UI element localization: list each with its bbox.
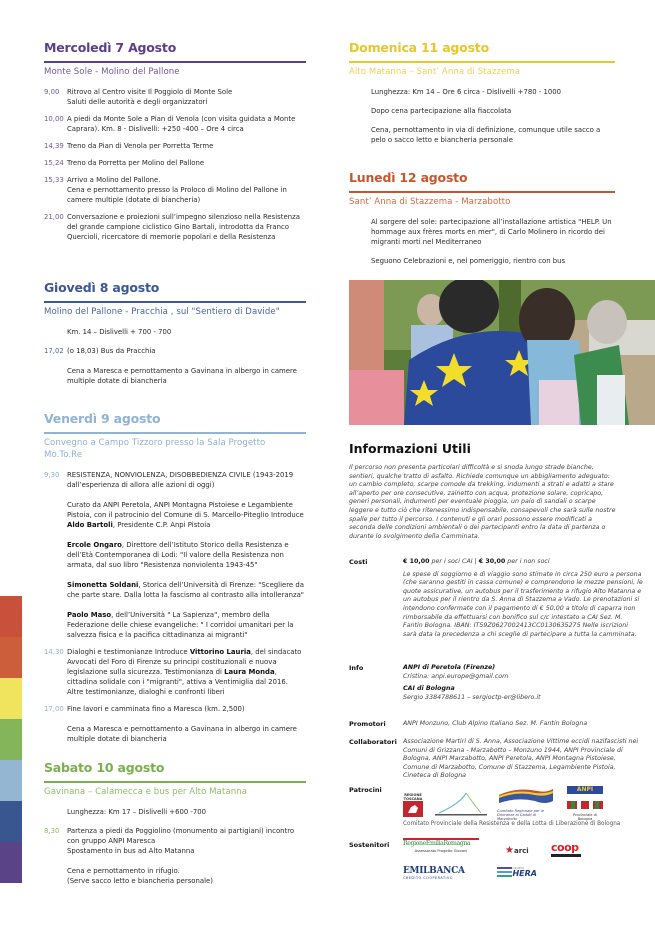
day-divider (44, 301, 306, 303)
entry-text: (o 18,03) Bus da Pracchia (67, 346, 156, 355)
contact-detail[interactable]: Cristina: anpi.europe@gmail.com (403, 672, 509, 680)
event-photo (349, 280, 655, 425)
day-divider (44, 432, 306, 434)
rainbow-band-yellow (0, 678, 22, 719)
entry-time: 21,00 (44, 212, 64, 221)
entry-text: Partenza a piedi da Poggiolino (monumento ai partigiani) incontro con gruppo ANPI Maresca (67, 826, 295, 845)
day-divider (44, 781, 306, 783)
speaker-name: Vittorino Lauria (189, 647, 251, 656)
entry-text: Spostamento in bus ad Alto Matanna (67, 846, 195, 855)
info-row-costi (349, 558, 649, 639)
entry-text: Arrivo a Molino del Pallone. (67, 175, 161, 184)
entry-text: Cena e pernottamento presso la Proloco di Molino del Pallone in camere multiple (dotate di biancheria) (67, 185, 287, 204)
speaker-name: Aldo Bartoli (67, 520, 113, 529)
schedule-entry (44, 346, 306, 356)
entry-paragraph: Curato da ANPI Peretola, ANPI Montagna Pistoiese e Legambiente Pistoia, con il patrocinio del Comune di S. Marcello-Piteglio Introduce Aldo Bartoli, Presidente C.P. Anpi Pistoia (67, 500, 304, 529)
patrocini-logos (403, 785, 603, 821)
day-section-lunedi (349, 170, 615, 266)
entry-text: A piedi da Monte Sole a Pian di Venola (con visita guidata a Monte Caprara). Km. 8 - Dislivelli: +250 -400 – Ore 4 circa (67, 114, 296, 133)
info-label: Collaboratori (349, 738, 397, 746)
collaboratori-text: Associazione Martiri di S. Anna, Associazione Vittime eccidi nazifascisti nei Comuni di Grizzana - Marzabotto – Monzuno 1944, ANPI Provinciale di Bologna, ANPI Marzabotto, ANPI Peretola, ANPI Montagna Pistoiese, Comune di Marzabotto, Comune di Stazzema, Legambiente Pistoia, Cineteca di Bologna (403, 738, 639, 780)
day-route: Convegno a Campo Tizzoro presso la Sala Progetto Mo.To.Re (44, 437, 266, 460)
day-note: Seguono Celebrazioni e, nel pomeriggio, rientro con bus (371, 256, 566, 265)
pegasus-icon (403, 801, 423, 817)
price-soci-label: per i soci CAI | (429, 558, 479, 565)
arco-logo (431, 791, 491, 821)
entry-text: Cena a Maresca e pernottamento a Gavinana in albergo in camere multiple dotate di biancheria (67, 366, 297, 385)
rainbow-band-lightblue (0, 760, 22, 801)
schedule-entry (44, 647, 306, 697)
entry-time: 9,00 (44, 87, 60, 96)
entry-paragraph: Paolo Maso, dell’Università " La Sapienza", membro della Federazione delle chiese evangeliche: " I corridoi umanitari per la salvezza fisica e la pacifica cittadinanza ai migranti" (67, 610, 294, 639)
entry-text (67, 724, 306, 744)
price-non-soci: € 30,00 (478, 558, 506, 565)
info-label: Sostenitori (349, 841, 390, 849)
schedule-entry (44, 141, 306, 151)
entry-text: Lunghezza: Km 17 – Dislivelli +600 -700 (67, 807, 207, 816)
anpi-logo: ANPI Provinciale di Bologna (567, 786, 603, 821)
entry-text: Treno da Pian di Venola per Porretta Terme (67, 141, 214, 150)
entry-text: Treno da Porretta per Molino del Pallone (67, 158, 205, 167)
day-divider (349, 61, 615, 63)
entry-time: 17,00 (44, 704, 64, 713)
entry-text (67, 704, 306, 714)
speaker-name: Laura Monda (224, 667, 275, 676)
entry-text: Km. 14 – Dislivelli + 700 - 700 (67, 327, 172, 336)
entry-text (67, 647, 306, 697)
entry-paragraph: Fine lavori e camminata fino a Maresca (km. 2,500) (67, 704, 245, 713)
day-section-mercoledi (44, 40, 306, 242)
coop-logo: coop (551, 842, 581, 857)
entry-paragraph: Simonetta Soldani, Storica dell’Università di Firenze: "Scegliere da che parte stare. Dalla lotta la fascismo al contrasto alla intolleranza" (67, 580, 304, 599)
entry-time: 8,30 (44, 826, 60, 835)
speaker-name: Paolo Maso (67, 610, 112, 619)
day-title: Domenica 11 agosto (349, 40, 489, 55)
schedule-entry (44, 212, 306, 242)
entry-time: 15,24 (44, 158, 64, 167)
schedule-entry (44, 175, 306, 205)
costs-details: Le spese di soggiorno e di viaggio sono stimate in circa 250 euro a persona (che saranno gestiti in cassa comune) e comprendono le mezze pensioni, le quote assicurative, un autobus per il trasferimento a rifugio Alto Matanna e un autobus per il rientro da S. Anna di Stazzema a Vado. Le prenotazioni si intendono confermate con il pagamento di € 50,00 a titolo di caparra non rimborsabile da effettuarsi con bonifico sul c/c intestato a CAI Sez. M. Fantin Bologna. IBAN: IT59Z0627002413CC0130635275 Nelle iscrizioni sarà data la precedenza a chi sceglie di partecipare a tutta la camminata. (403, 570, 643, 638)
sostenitori-logos-row2 (403, 866, 537, 880)
entry-time: 10,00 (44, 114, 64, 123)
entry-text (67, 470, 306, 640)
comitato-caduti-marzabotto-logo: Comitato Regionale per le Onoranze ai Caduti di Marzabotto (497, 785, 555, 821)
schedule-entry (44, 366, 306, 386)
entry-text: Saluti delle autorità e degli organizzatori (67, 97, 208, 106)
day-section-venerdi (44, 411, 306, 744)
entry-time: 15,33 (44, 175, 64, 184)
info-label: Promotori (349, 720, 386, 728)
entry-text: (Serve sacco letto e biancheria personale) (67, 876, 213, 885)
price-line (403, 558, 643, 567)
rainbow-band-red (0, 596, 22, 637)
entry-text: Ritrovo al Centro visite Il Poggiolo di Monte Sole (67, 87, 233, 96)
day-note: Dopo cena partecipazione alla fiaccolata (371, 106, 512, 115)
schedule-entry (44, 704, 306, 714)
info-label: Info (349, 664, 364, 672)
rainbow-band-violet (0, 842, 22, 883)
day-title: Venerdì 9 agosto (44, 411, 161, 426)
day-route: Molino del Pallone - Pracchia , sul "Sentiero di Davide" (44, 306, 280, 317)
schedule-entry (44, 114, 306, 134)
patrocini-caption: Comitato Provinciale della Resistenza e della Lotta di Liberazione di Bologna (403, 821, 621, 827)
entry-time: 17,02 (44, 346, 64, 355)
day-route: Monte Sole - Molino del Pallone (44, 66, 180, 77)
contact-org: CAI di Bologna (403, 685, 455, 693)
day-note: Cena, pernottamento in via di definizione, comunque utile sacco a pelo o sacco letto e biancheria personale (371, 125, 601, 144)
emilbanca-logo: EMILBANCA CREDITO COOPERATIVO (403, 866, 465, 880)
day-section-sabato (44, 760, 306, 886)
entry-time: 14,30 (44, 647, 64, 656)
schedule-entry (44, 807, 306, 817)
regione-toscana-logo: REGIONE TOSCANA (403, 793, 423, 821)
schedule-entry (44, 866, 306, 886)
contact-org: ANPI di Peretola (Firenze) (403, 664, 496, 671)
day-title: Mercoledì 7 Agosto (44, 40, 177, 55)
rainbow-band-green (0, 719, 22, 760)
entry-text: Conversazione e proiezioni sull’impegno silenzioso nella Resistenza del grande campione ciclistico Gino Bartali, introdotta da Franco Quercioli, ricercatore di memorie popolari e della Resistenza (67, 212, 300, 241)
info-row-promotori (349, 720, 649, 729)
day-note: Al sorgere del sole: partecipazione all’installazione artistica "HELP. Un hommage aux frères morts en mer", di Carlo Molinero in ricordo dei migranti morti nel Mediterraneo (371, 217, 612, 246)
schedule-entry (44, 470, 306, 640)
contact-detail[interactable]: Sergio 3384788611 – sergioctp-er@libero.it (403, 693, 541, 701)
photo-illustration (349, 280, 655, 425)
info-label: Costi (349, 558, 368, 566)
info-section-title: Informazioni Utili (349, 441, 471, 456)
rainbow-band-blue (0, 801, 22, 842)
arc-icon (431, 791, 491, 817)
day-title: Giovedì 8 agosto (44, 280, 160, 295)
hera-waves-icon (497, 866, 512, 878)
day-section-giovedi (44, 280, 306, 386)
info-intro-text: Il percorso non presenta particolari difficoltà e si snoda lungo strade bianche, sentieri, qualche tratto di asfalto. Richiede comunque un abbigliamento adeguato: un cambio completo, scarpe comode da trekking, indumenti a strati e adatti a stare all’aperto per ore consecutive, zainetto con acqua, protezione solare, copricapo, generi personali, indumenti per eventuale pioggia, un paio di sandali o scarpe leggere e tutto ciò che ritenessimo indispensabile, consapevoli che sarà sulle nostre spalle per tutto il percorso. I contenuti e gli orari possono essere modificati a seconda delle condizioni ambientali o dei partecipanti entro la data di partenza o durante lo svolgimento della Camminata. (349, 464, 616, 540)
regione-emilia-romagna-logo: RegioneEmiliaRomagna Assessorato Progetto Giovani (403, 838, 479, 853)
day-divider (349, 191, 615, 193)
entry-paragraph: Cena a Maresca e pernottamento a Gavinana in albergo in camere multiple dotate di biancheria (67, 724, 297, 743)
speaker-name: Simonetta Soldani (67, 580, 139, 589)
entry-time: 14,39 (44, 141, 64, 150)
day-title: Sabato 10 agosto (44, 760, 165, 775)
schedule-entry (44, 826, 306, 856)
day-route: Gavinana – Calamecca e bus per Alto Matanna (44, 786, 247, 797)
speaker-name: Ercole Ongaro (67, 540, 122, 549)
price-non-soci-label: per i non soci (505, 558, 550, 565)
promotori-text: ANPI Monzuno, Club Alpino Italiano Sez. M. Fantin Bologna (403, 720, 588, 727)
day-divider (44, 61, 306, 63)
sostenitori-logos (403, 838, 581, 857)
hera-logo: GRUPPO HERA (497, 866, 537, 878)
day-route: Alto Matanna – Sant’ Anna di Stazzema (349, 66, 521, 77)
price-soci: € 10,00 (403, 558, 430, 565)
schedule-entry (44, 87, 306, 107)
schedule-entry (44, 327, 306, 337)
day-note: Lunghezza: Km 14 – Ore 6 circa - Dislivelli +780 - 1000 (371, 87, 562, 96)
entry-paragraph: Dialoghi e testimonianze Introduce Vittorino Lauria, del sindacato Avvocati del Foro di Firenze su principi costituzionali e nuova legislazione sulla sicurezza. Testimonianza di Laura Monda, cittadina solidale con i "migranti", attiva a Ventimiglia dal 2016. Altre testimonianze, dialoghi e confronti liberi (67, 647, 302, 696)
entry-paragraph: RESISTENZA, NONVIOLENZA, DISOBBEDIENZA CIVILE (1943-2019 dall’esperienza di allora alle azioni di oggi) (67, 470, 294, 489)
day-route: Sant’ Anna di Stazzema - Marzabotto (349, 196, 511, 207)
schedule-entry (44, 724, 306, 744)
arci-logo: ★arci (505, 845, 529, 856)
info-row-contacts (349, 664, 649, 702)
tricolore-icon (567, 801, 603, 809)
entry-text: Cena e pernottamento in rifugio. (67, 866, 180, 875)
day-section-domenica (349, 40, 615, 145)
entry-time: 9,30 (44, 470, 60, 479)
schedule-entry (44, 158, 306, 168)
entry-paragraph: Ercole Ongaro, Direttore dell’Istituto Storico della Resistenza e dell’Età Contemporanea di Lodi: "Il valore della Resistenza non armata, dal suo libro "Resistenza nonviolenta 1943-45" (67, 540, 289, 569)
day-title: Lunedì 12 agosto (349, 170, 468, 185)
rainbow-flag-icon (497, 785, 555, 805)
star-icon: ★ (505, 845, 514, 856)
rainbow-band-orange (0, 637, 22, 678)
info-row-collaboratori (349, 738, 649, 781)
info-label: Patrocini (349, 786, 382, 794)
rainbow-strip (0, 596, 22, 883)
